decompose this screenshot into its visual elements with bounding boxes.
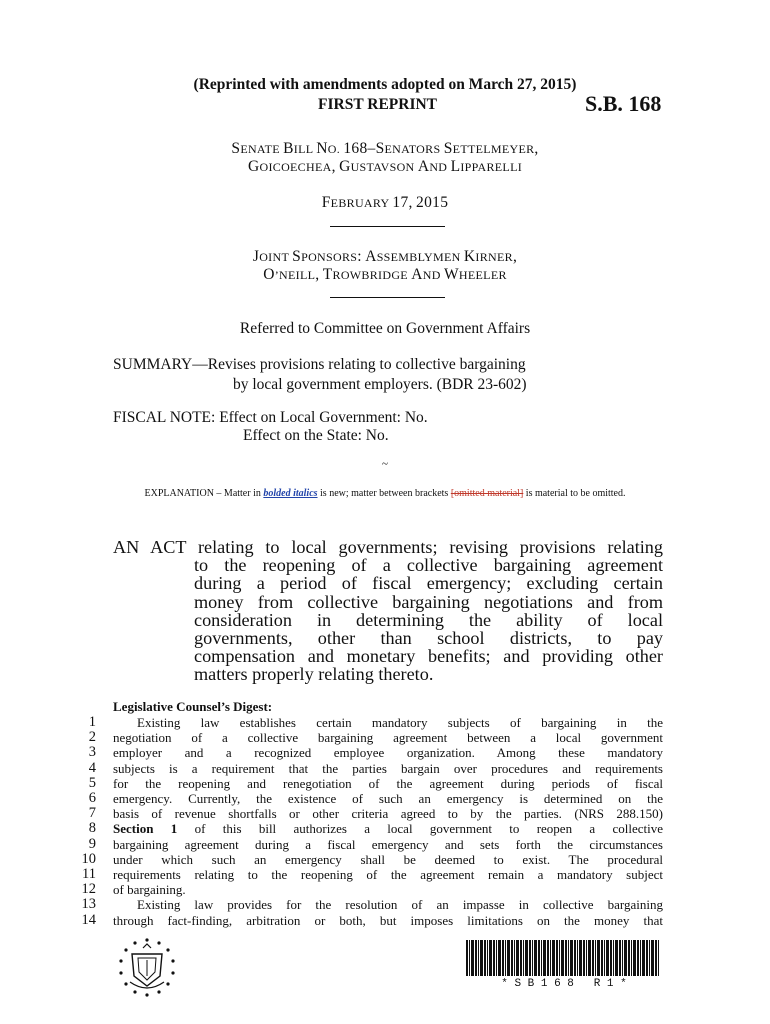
barcode-bar: [570, 940, 573, 976]
barcode-bar: [502, 940, 504, 976]
referred-to: Referred to Committee on Government Affairs: [239, 320, 531, 337]
digest-line: of bargaining.: [113, 882, 186, 898]
barcode-bar: [615, 940, 618, 976]
barcode-bar: [649, 940, 650, 976]
digest-line: requirements relating to the reopening of the agreement remain a mandatory subject: [113, 867, 663, 883]
barcode-bar: [514, 940, 515, 976]
barcode-bar: [484, 940, 486, 976]
barcode-bar: [543, 940, 546, 976]
barcode-bar: [637, 940, 639, 976]
barcode-bar: [583, 940, 585, 976]
act-line: matters properly relating thereto.: [194, 664, 434, 685]
barcode-bar: [592, 940, 594, 976]
barcode-bar: [478, 940, 479, 976]
barcode-bar: [529, 940, 531, 976]
digest-line: subjects is a requirement that the parties bargain over procedures and requirements: [113, 760, 663, 776]
barcode-bar: [505, 940, 506, 976]
bill-title-line2: [0, 158, 770, 176]
act-line: consideration in determining the ability of local: [194, 609, 663, 630]
barcode-bar: [640, 940, 641, 976]
barcode-bar: [606, 940, 609, 976]
digest-line-section: [113, 821, 663, 836]
barcode-bar: [565, 940, 567, 976]
explanation-omitted-text: [omitted material]: [450, 488, 524, 499]
line-number: 1: [88, 714, 96, 730]
act-line: money from collective bargaining negotiations and from: [194, 591, 663, 612]
line-number: 10: [81, 850, 96, 867]
explanation: [0, 488, 770, 499]
barcode-bar: [651, 940, 654, 976]
digest-line: Existing law establishes certain mandatory subjects of bargaining in the: [137, 715, 663, 730]
barcode-bar: [601, 940, 603, 976]
explanation-prefix: EXPLANATION – Matter in: [144, 488, 264, 499]
line-number: 11: [82, 866, 96, 883]
barcode-bar: [511, 940, 513, 976]
barcode-bar: [556, 940, 558, 976]
barcode-bar: [523, 940, 524, 976]
barcode-bar: [469, 940, 470, 976]
barcode-bar: [525, 940, 528, 976]
digest-line: basis of revenue shortfalls or other criteria agreed to by the parties. (NRS 288.150): [113, 806, 663, 822]
barcode-bar: [532, 940, 533, 976]
digest-line: for the reopening and renegotiation of the agreement during periods of fiscal: [113, 775, 663, 791]
act-line: to the reopening of a collective bargaining agreement: [194, 555, 663, 576]
barcode-bar: [466, 940, 468, 976]
tilde-mark: ~: [382, 458, 388, 470]
barcode-bar: [588, 940, 591, 976]
barcode-bar: [559, 940, 560, 976]
bill-code: S.B. 168: [585, 91, 662, 116]
act-line: during a period of fiscal emergency; excluding certain: [194, 573, 663, 594]
digest-heading: Legislative Counsel’s Digest:: [113, 699, 273, 714]
barcode-bar: [568, 940, 569, 976]
explanation-middle: is new; matter between brackets: [317, 488, 451, 499]
barcode-bar: [547, 940, 549, 976]
barcode-bar: [475, 940, 477, 976]
barcode-bar: [610, 940, 612, 976]
summary: [113, 355, 673, 395]
act-line: governments, other than school districts, to pay: [194, 628, 663, 649]
barcode-bar: [541, 940, 542, 976]
barcode-bar: [646, 940, 648, 976]
line-numbers: [60, 715, 96, 928]
divider: [330, 226, 445, 227]
digest-line: under which such an emergency shall be deemed to exist. The procedural: [113, 851, 663, 867]
summary-line2: by local government employers. (BDR 23-602): [233, 376, 527, 393]
digest-line: bargaining agreement during a fiscal emergency and sets forth the circumstances: [113, 836, 663, 852]
fiscal-line1: FISCAL NOTE: Effect on Local Government: No.: [113, 409, 428, 426]
barcode-bar: [577, 940, 578, 976]
sponsors-text-2: O’NEILL, TROWBRIDGE AND WHEELER: [263, 266, 507, 283]
barcode-bar: [597, 940, 600, 976]
explanation-new-text: bolded italics: [263, 488, 318, 499]
barcode-bar: [471, 940, 474, 976]
line-number: 2: [88, 729, 96, 746]
barcode-bar: [552, 940, 555, 976]
sponsors-line1: [0, 248, 770, 266]
barcode-bar: [631, 940, 632, 976]
fiscal-note: [113, 409, 428, 445]
barcode-bar: [493, 940, 495, 976]
barcode-bar: [619, 940, 621, 976]
line-number: 9: [88, 835, 96, 852]
fiscal-line2: Effect on the State: No.: [243, 427, 389, 444]
barcode-bar: [628, 940, 630, 976]
bill-title-line1: [0, 140, 770, 158]
line-number: 4: [88, 759, 96, 776]
barcode-bar: [595, 940, 596, 976]
digest-line: employer and a recognized employee organization. Among these mandatory: [113, 745, 663, 761]
line-number: 5: [88, 774, 96, 791]
barcode-bar: [550, 940, 551, 976]
line-number: 3: [88, 744, 96, 761]
summary-line1: SUMMARY—Revises provisions relating to collective bargaining: [113, 356, 526, 373]
digest-line: through fact-finding, arbitration or both, but imposes limitations on the money that: [113, 912, 663, 928]
barcode-bar: [655, 940, 657, 976]
barcode-bar: [520, 940, 522, 976]
act-line: compensation and monetary benefits; and providing other: [194, 646, 663, 667]
barcode-bar: [586, 940, 587, 976]
reprint-note: (Reprinted with amendments adopted on March 27, 2015): [193, 76, 577, 93]
digest-body: [113, 715, 663, 928]
bill-title-text-1: SENATE BILL NO. 168–SENATORS SETTELMEYER,: [231, 140, 539, 157]
barcode-text: * S B 1 6 8 R 1 *: [501, 978, 627, 990]
sponsors-line2: [0, 266, 770, 284]
barcode-bar: [658, 940, 659, 976]
line-number: 7: [88, 805, 96, 822]
barcode-bar: [633, 940, 636, 976]
line-number: 12: [81, 881, 96, 898]
sponsors-text-1: JOINT SPONSORS: ASSEMBLYMEN KIRNER,: [252, 248, 518, 265]
line-number: 6: [88, 790, 96, 807]
barcode-bar: [507, 940, 510, 976]
barcode-bar: [487, 940, 488, 976]
barcode-bar: [574, 940, 576, 976]
barcode-bar: [622, 940, 623, 976]
barcode-bar: [579, 940, 582, 976]
line-number: 13: [81, 896, 96, 913]
barcode-bar: [498, 940, 501, 976]
barcode-bar: [489, 940, 492, 976]
bill-date: [0, 194, 770, 212]
barcode-bar: [480, 940, 483, 976]
barcode-bar: [496, 940, 497, 976]
first-reprint-label: FIRST REPRINT: [318, 96, 438, 113]
act-text: [113, 538, 663, 684]
bill-date-text: FEBRUARY 17, 2015: [321, 194, 449, 211]
section-label: Section 1: [113, 821, 178, 837]
digest-line: emergency. Currently, the existence of such an emergency is determined on the: [113, 791, 663, 807]
barcode-bar: [534, 940, 537, 976]
line-number: 14: [81, 911, 96, 928]
bill-title-text-2: GOICOECHEA, GUSTAVSON AND LIPPARELLI: [247, 158, 522, 175]
state-seal-icon: [112, 936, 182, 1000]
digest-line-text: of this bill authorizes a local government to reopen a collective: [194, 821, 663, 837]
barcode-bar: [642, 940, 645, 976]
act-line: AN ACT relating to local governments; revising provisions relating: [113, 537, 663, 557]
line-number: 8: [88, 820, 96, 837]
barcode-bar: [516, 940, 519, 976]
barcode-bar: [604, 940, 605, 976]
barcode-bar: [538, 940, 540, 976]
divider: [330, 297, 445, 298]
digest-line: Existing law provides for the resolution of an impasse in collective bargaining: [137, 897, 663, 913]
explanation-suffix: is material to be omitted.: [523, 488, 626, 499]
barcode-icon: [466, 940, 662, 980]
digest-line: negotiation of a collective bargaining agreement between a local government: [113, 730, 663, 746]
barcode-bar: [561, 940, 564, 976]
barcode-bar: [613, 940, 614, 976]
barcode-bar: [624, 940, 627, 976]
